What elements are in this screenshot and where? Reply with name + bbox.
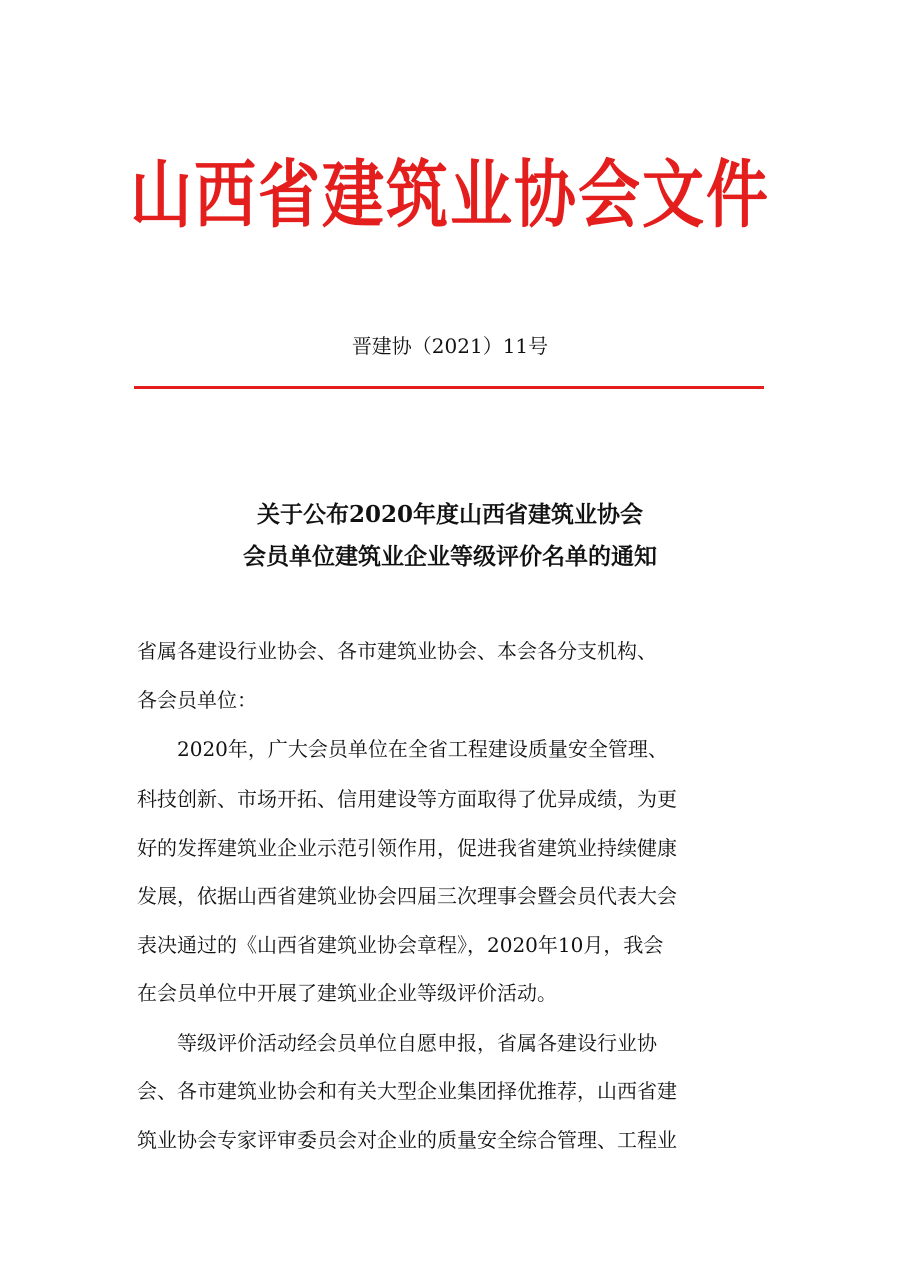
body-line: 科技创新、市场开拓、信用建设等方面取得了优异成绩，为更 <box>137 787 677 811</box>
red-divider <box>134 386 764 389</box>
body-line: 2020年，广大会员单位在全省工程建设质量安全管理、 <box>137 737 668 761</box>
body-line: 等级评价活动经会员单位自愿申报，省属各建设行业协 <box>137 1031 657 1055</box>
notice-title-line-1: 关于公布2020年度山西省建筑业协会 <box>256 501 643 528</box>
document-number: 晋建协（2021）11号 <box>351 334 549 358</box>
body-line: 筑业协会专家评审委员会对企业的质量安全综合管理、工程业 <box>137 1128 677 1152</box>
body-line: 在会员单位中开展了建筑业企业等级评价活动。 <box>137 981 557 1005</box>
body-line: 省属各建设行业协会、各市建筑业协会、本会各分支机构、 <box>137 639 657 663</box>
masthead-title: 山西省建筑业协会文件 <box>129 151 770 238</box>
body-line: 各会员单位： <box>137 688 257 712</box>
body-line: 表决通过的《山西省建筑业协会章程》，2020年10月，我会 <box>137 933 664 957</box>
notice-title-line-2: 会员单位建筑业企业等级评价名单的通知 <box>243 543 657 570</box>
body-line: 发展，依据山西省建筑业协会四届三次理事会暨会员代表大会 <box>137 884 677 908</box>
body-line: 会、各市建筑业协会和有关大型企业集团择优推荐，山西省建 <box>137 1079 677 1103</box>
body-line: 好的发挥建筑业企业示范引领作用，促进我省建筑业持续健康 <box>137 836 677 860</box>
